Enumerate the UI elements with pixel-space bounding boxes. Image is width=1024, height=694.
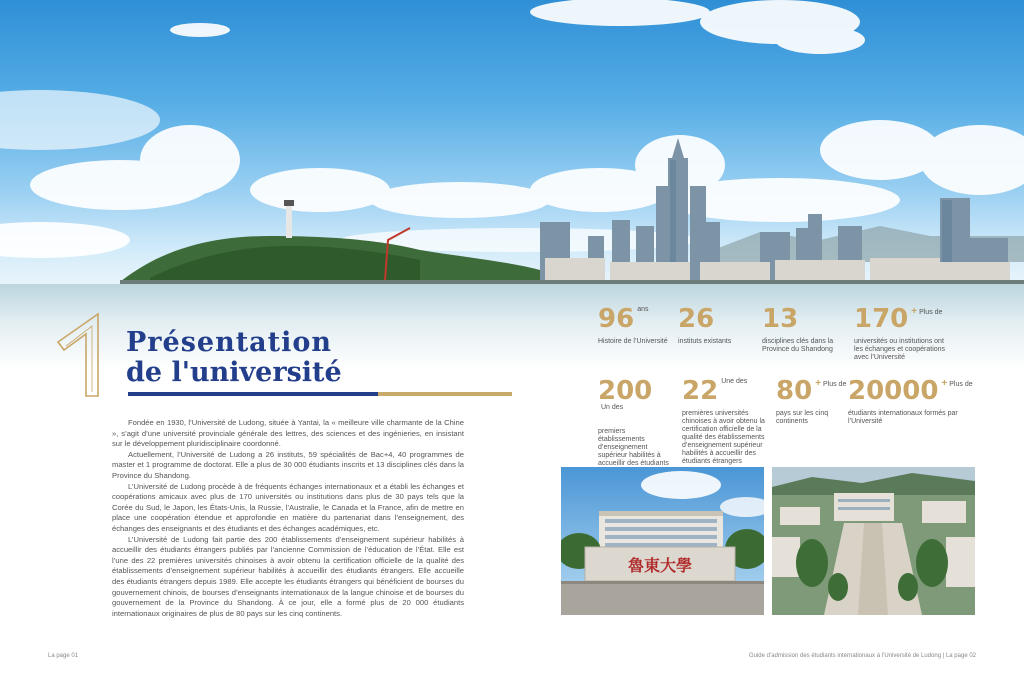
stat-number: 80 bbox=[776, 376, 813, 406]
stat-prefix: ans bbox=[637, 306, 649, 313]
stat-description: premiers établissements d’enseignement supérieur habilités à accueillir des étudiants bbox=[598, 428, 669, 467]
stat-prefix: Un des bbox=[601, 404, 624, 411]
stat-partners bbox=[854, 306, 948, 362]
stat-institutes bbox=[678, 306, 748, 346]
stat-description: premières universités chinoises à avoir obtenu la certification officielle de la qualité des établissements d’enseignement supérieur habilités à accueillir des étudiants étrangers bbox=[682, 410, 765, 465]
stat-disciplines bbox=[762, 306, 844, 354]
campus-gate-inscription: 魯東大學 bbox=[627, 556, 693, 575]
chapter-number-graphic bbox=[56, 312, 108, 403]
stat-number: 170 bbox=[854, 304, 909, 334]
introduction-text bbox=[112, 418, 464, 619]
stat-number: 200 bbox=[598, 376, 653, 406]
footer-right-page-number: Guide d’admission des étudiants internationaux à l’Université de Ludong | La page 02 bbox=[748, 653, 976, 659]
title-underline bbox=[128, 392, 512, 396]
stat-number: 22 bbox=[682, 376, 719, 406]
stat-prefix: Une des bbox=[721, 378, 748, 385]
paragraph: L’Université de Ludong fait partie des 200 établissements d’enseignement supérieur habilités à accueillir des étudiants étrangers publiés par l’ancienne Commission de l’éducation de l’État. Elle est l’une des 22 premières universités chinoises à avoir obtenu la certification officielle de la qualité des établissements d’enseignement supérieur habilités à accueillir des étudiants étrangers. Elle accueille des étudiants étrangers depuis 1989. Elle accepte les étudiants étrangers qui bénéficient de bourses du gouvernement chinois, de bourses d’enseignants internationaux de la langue chinoise et de bourses du gouvernement de la Province du Shandong. À ce jour, elle a formé plus de 20 000 étudiants internationaux originaires de plus de 80 pays sur les cinq continents. bbox=[112, 534, 464, 618]
paragraph: L’Université de Ludong procède à de fréquents échanges internationaux et a établi les échanges et coopérations amicaux avec plus de 170 universités ou institutions dans plus de 30 pays tels que la Corée du Sud, le Japon, les États-Unis, la Russie, l’Australie, le Canada et la France, afin de mettre en place une coopération étendue et approfondie en matière du partenariat dans l’enseignement, des échanges des enseignants et des étudiants et des échanges académiques, etc. bbox=[112, 481, 464, 533]
page-title-line-1: Présentation bbox=[126, 327, 333, 358]
stat-prefix: Plus de bbox=[822, 381, 847, 388]
campus-aerial-photo bbox=[772, 467, 975, 615]
page-title-line-2: de l'université bbox=[126, 357, 342, 388]
stat-history bbox=[598, 306, 668, 346]
stat-description: instituts existants bbox=[678, 338, 732, 345]
plus-sign: + bbox=[815, 378, 822, 389]
stat-description: Histoire de l’Université bbox=[598, 338, 668, 345]
stat-number: 96 bbox=[598, 304, 635, 334]
footer-left-page-number: La page 01 bbox=[48, 653, 79, 659]
stat-prefix: Plus de bbox=[919, 309, 943, 316]
paragraph: Actuellement, l’Université de Ludong a 26 instituts, 59 spécialités de Bac+4, 40 programmes de master et 1 programme de doctorat. Elle a plus de 30 000 étudiants inscrits et 13 disciplines clés dans la Province du Shandong. bbox=[112, 449, 464, 480]
stat-first-22 bbox=[682, 378, 770, 466]
plus-sign: + bbox=[911, 306, 918, 317]
stat-number: 13 bbox=[762, 304, 799, 334]
stat-number: 20000 bbox=[848, 376, 939, 406]
plus-sign: + bbox=[941, 378, 948, 389]
page-title bbox=[126, 328, 342, 388]
stat-description: disciplines clés dans la Province du Shandong bbox=[762, 338, 834, 353]
stat-alumni bbox=[848, 378, 978, 426]
campus-gate-photo bbox=[561, 467, 764, 615]
stat-description: étudiants internationaux formés par l’Université bbox=[848, 410, 958, 425]
stat-number: 26 bbox=[678, 304, 715, 334]
stat-prefix: Plus de bbox=[949, 381, 973, 388]
stat-first-200 bbox=[598, 378, 672, 476]
stat-countries bbox=[776, 378, 850, 426]
paragraph: Fondée en 1930, l’Université de Ludong, située à Yantai, la « meilleure ville charmante de la Chine », s’agit d’une université provinciale générale des lettres, des sciences et des ingénieries, en insistant sur le développement pluridisciplinaire coordonné. bbox=[112, 418, 464, 449]
stat-description: universités ou institutions ont les échanges et coopérations avec l’Université bbox=[854, 338, 946, 361]
stat-description: pays sur les cinq continents bbox=[776, 410, 829, 425]
